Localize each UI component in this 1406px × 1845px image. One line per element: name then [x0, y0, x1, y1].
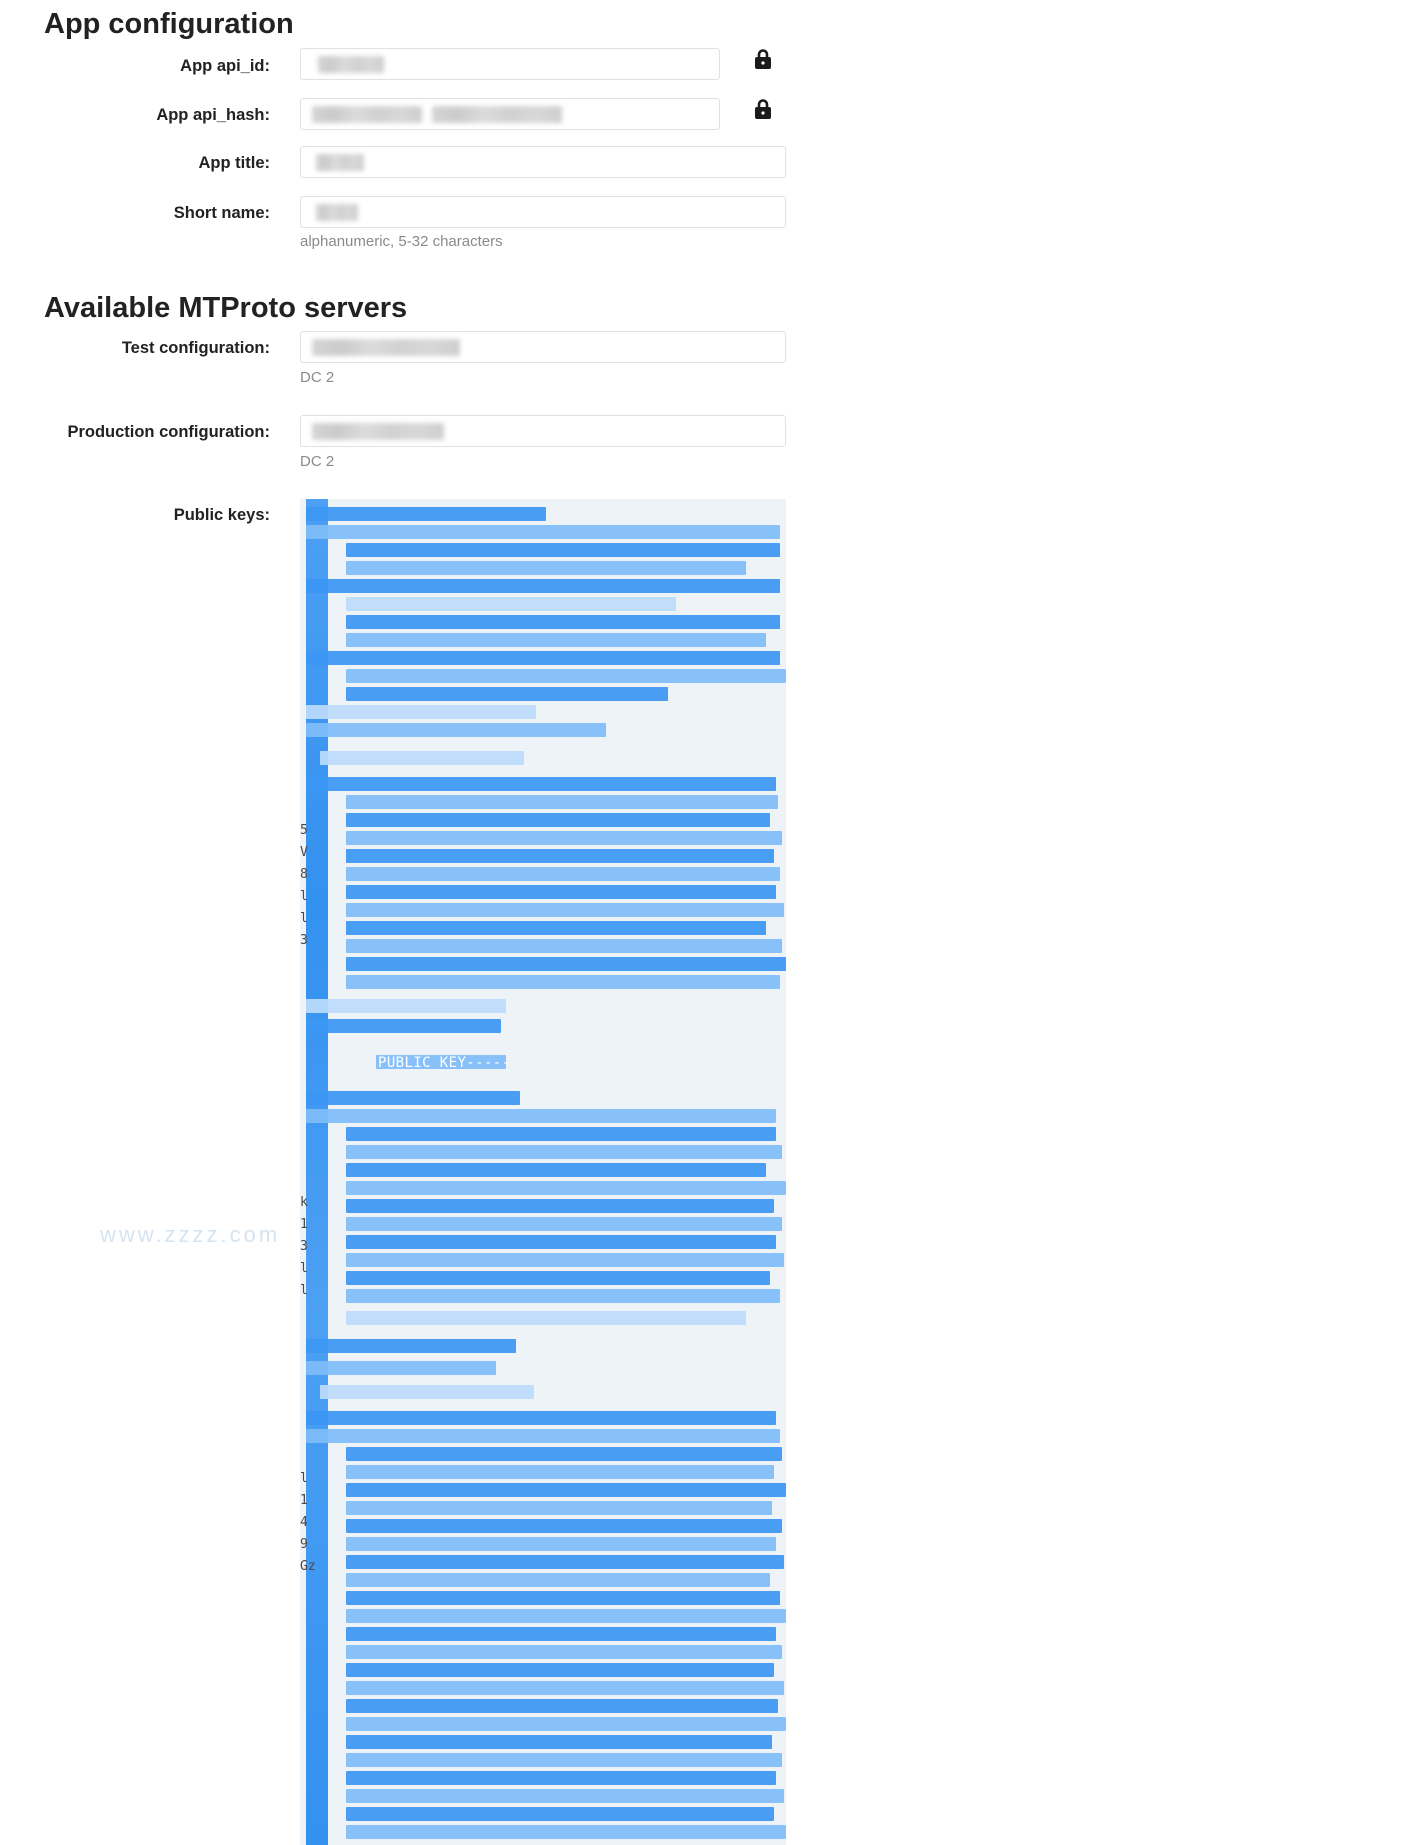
label-app-api-id: App api_id: — [180, 57, 270, 75]
public-keys-left-chars: l 1 4 9 Gz — [300, 1471, 316, 1574]
public-keys-gutter — [306, 499, 328, 1845]
label-test-configuration: Test configuration: — [121, 339, 270, 357]
watermark: www.zzzz.com — [100, 1222, 281, 1247]
test-configuration-dc: DC 2 — [300, 369, 335, 386]
public-keys-left-chars: k 1 3 l l — [300, 1195, 308, 1298]
redacted-app-title-value — [316, 154, 364, 171]
public-key-end-marker: PUBLIC KEY----- — [378, 1055, 511, 1071]
redacted-api-hash-value-b — [432, 106, 562, 123]
redacted-short-name-value — [316, 204, 358, 221]
label-short-name: Short name: — [173, 204, 270, 222]
production-configuration-dc: DC 2 — [300, 453, 335, 470]
redacted-test-configuration-value — [312, 339, 460, 356]
public-keys-block[interactable] — [300, 499, 786, 1845]
label-app-title: App title: — [198, 154, 270, 172]
label-production-configuration: Production configuration: — [67, 423, 270, 441]
label-app-api-hash: App api_hash: — [156, 106, 270, 124]
page-title-mtproto-servers: Available MTProto servers — [44, 292, 408, 324]
short-name-field[interactable] — [300, 196, 786, 228]
short-name-hint: alphanumeric, 5-32 characters — [300, 233, 503, 250]
lock-icon — [752, 48, 774, 72]
redacted-api-id-value — [318, 56, 384, 73]
page-title-app-configuration: App configuration — [44, 8, 294, 40]
public-key-begin-marker: -----BEGIN RSA PU — [10, 507, 161, 523]
lock-icon — [752, 98, 774, 122]
public-keys-left-chars: 5 V 8 l l 3 — [300, 823, 308, 948]
app-title-field[interactable] — [300, 146, 786, 178]
redacted-production-configuration-value — [312, 423, 444, 440]
redacted-api-hash-value-a — [312, 106, 422, 123]
label-public-keys: Public keys: — [173, 506, 270, 524]
